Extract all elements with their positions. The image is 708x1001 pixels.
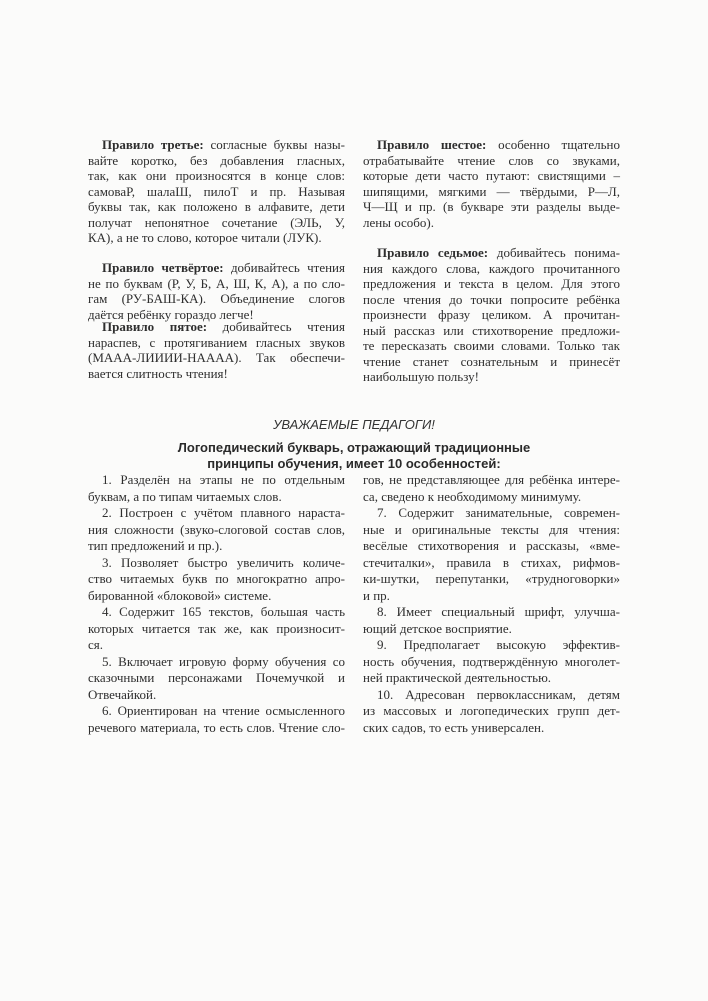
text-line: ния сложности (звуко-слоговой состав слов, [88,521,345,537]
text-line: Ч—Щ и пр. (в букваре эти разделы выде- [363,199,620,214]
rule-paragraph [363,137,620,230]
text-line: 3. Позволяет быстро увеличить количе- [102,554,345,570]
text-line: 9. Предполагает высокую эффектив- [377,637,620,652]
text-line: шипящими, мягкими — твёрдыми, Р—Л, [363,183,620,199]
text-line: 5. Включает игровую форму обучения со [102,653,345,669]
list-item [88,604,345,654]
text-line: ния каждого слова, каждого прочитанного [363,260,620,276]
text-line: Отвечайкой. [88,686,157,702]
text-line: речевого материала, то есть слов. Чтение сло- [88,719,345,735]
text-line: 4. Содержит 165 текстов, большая часть [102,604,345,619]
text-line: весёлые стихотворения и рассказы, «вме- [363,538,620,553]
rule-title: Правило шестое: [377,137,487,152]
list-item [363,637,620,687]
text-line: ство читаемых букв по многократно апро- [88,571,345,586]
rule-paragraph [363,245,620,385]
text-line: ный рассказ или стихотворение предложи- [363,322,620,338]
text-line: так, как они произносятся в конце слов: [88,168,345,183]
text-line: КА), а не то слово, которое читали (ЛУК). [88,230,322,245]
subheading-line: принципы обучения, имеет 10 особенностей: [207,456,501,471]
list-item [88,703,345,736]
text-line: самоваР, шалаШ, пилоТ и пр. Называя [88,183,345,199]
feature-list [88,472,345,736]
text-line [88,319,345,335]
text-line: 8. Имеет специальный шрифт, улучша- [377,604,620,619]
list-item [363,604,620,637]
text-line: произнести фразу целиком. А прочитан- [363,307,620,322]
rule-text: добивайтесь понима- [488,245,620,260]
text-line: гов, не представляющее для ребёнка интере- [363,472,620,487]
text-line: которые дети часто путают: свистящими – [363,168,620,183]
text-line [88,260,345,276]
text-line: тип предложений и пр.). [88,538,223,553]
text-line: (МААА-ЛИИИИ-НАААА). Так обеспечи- [88,350,345,365]
text-line: из массовых и логопедических групп дет- [363,703,620,718]
rule-text: добивайтесь чтения [223,260,345,275]
text-line: и пр. [363,587,390,603]
text-line: ные и оригинальные тексты для чтения: [363,521,620,537]
text-line: даётся ребёнку гораздо легче! [88,306,254,322]
text-line: наибольшую пользу! [363,369,479,384]
text-line: 1. Разделён на этапы не по отдельным [102,472,345,487]
subheading-line: Логопедический букварь, отражающий традиционные [177,440,531,455]
text-line: ющий детское восприятие. [363,620,512,636]
text-line: лены особо). [363,214,434,230]
list-item [88,555,345,605]
text-line: са, сведено к необходимому минимуму. [363,488,582,504]
text-line: ней практической деятельностью. [363,670,552,685]
feature-list [363,472,620,736]
text-line: буквам, а по типам читаемых слов. [88,488,282,504]
text-line: вайте коротко, без добавления гласных, [88,152,345,168]
text-line: 7. Содержит занимательные, современ- [377,505,620,520]
text-line: ских садов, то есть универсален. [363,719,545,735]
text-line [88,137,345,153]
text-line: ность обучения, подтверждённую многолет- [363,653,620,669]
rule-text: особенно тщательно [486,137,621,152]
text-line: 2. Построен с учётом плавного нараста- [102,505,345,520]
text-line [363,245,620,261]
rule-text: добивайтесь чтения [207,319,345,334]
rule-title: Правило четвёртое: [102,260,224,275]
section-heading: УВАЖАЕМЫЕ ПЕДАГОГИ! [273,417,435,432]
text-line: сказочными персонажами Почемучкой и [88,670,345,685]
rule-paragraph [88,319,345,381]
text-line: нараспев, с протягиванием гласных звуков [88,334,345,350]
text-line: гам (РУ-БАШ-КА). Объединение слогов [88,291,345,306]
text-line: предложения и текста в целом. Для этого [363,276,620,291]
text-line: чтение станет сознательным и принесёт [363,353,620,369]
text-line [363,137,620,153]
rule-paragraph [88,137,345,246]
list-item [88,505,345,555]
rule-title: Правило пятое: [102,319,208,334]
text-line: после чтения до точки попросите ребёнка [363,291,620,307]
text-line: бированной «блоковой» системе. [88,587,272,603]
text-line: которых читается так же, как произносит- [88,620,345,636]
rule-text: согласные буквы назы- [203,137,345,152]
text-line: ся. [88,637,103,652]
text-line: буквы так, как положено в алфавите, дети [88,199,345,214]
text-line: 10. Адресован первоклассникам, детям [377,686,620,702]
text-line: не по буквам (Р, У, Б, А, Ш, К, А), а по сло- [88,275,345,291]
rule-paragraph [88,260,345,322]
list-item [363,687,620,737]
text-line: ки-шутки, перепутанки, «трудноговорки» [363,571,620,586]
text-line: стечиталки», правила в стихах, рифмов- [363,554,620,570]
text-line: отрабатывайте чтение слов со звуками, [363,152,620,168]
list-item [88,654,345,704]
text-line: получат непонятное сочетание (ЭЛЬ, У, [88,214,345,230]
list-item [363,505,620,604]
list-item [363,472,620,505]
text-line: вается слитность чтения! [88,365,228,381]
list-item [88,472,345,505]
rule-title: Правило третье: [102,137,204,152]
text-line: те пересказать своими словами. Только так [363,338,620,353]
text-line: 6. Ориентирован на чтение осмысленного [102,703,345,718]
rule-title: Правило седьмое: [377,245,489,260]
